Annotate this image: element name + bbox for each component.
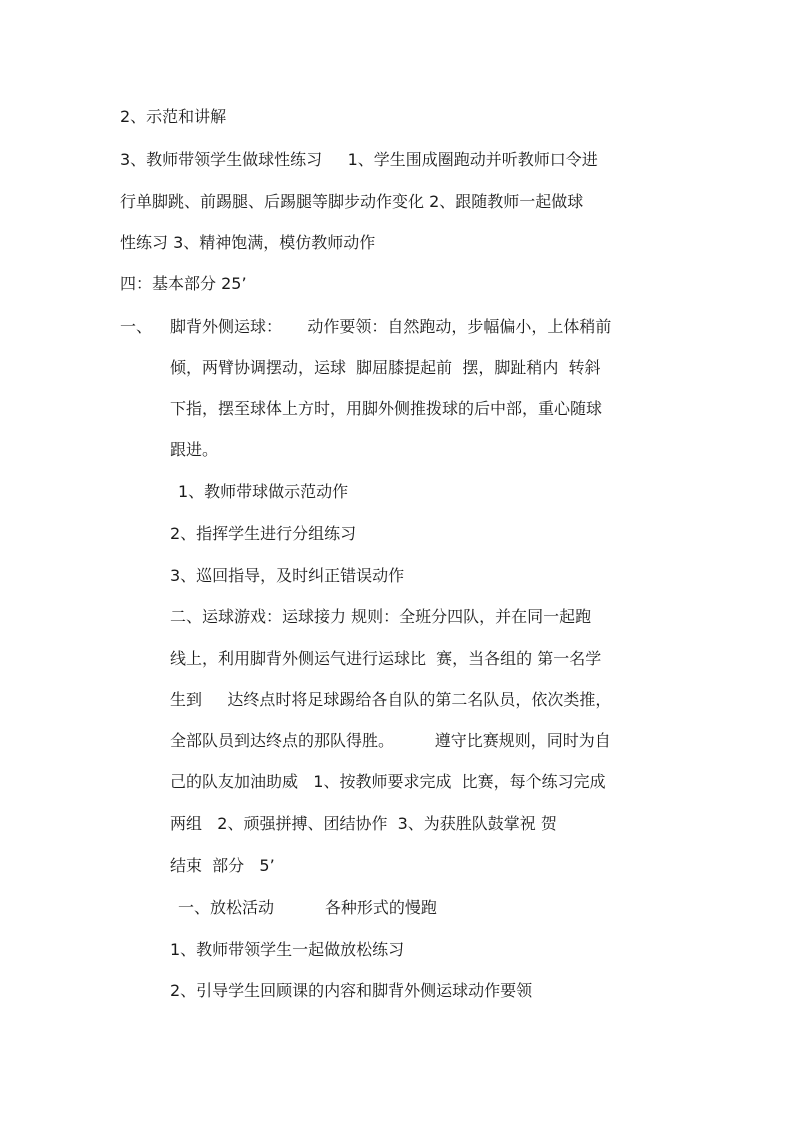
section-heading: 四：基本部分 25’ [120,274,247,293]
text-line: 一、放松活动 各种形式的慢跑 [178,898,437,917]
text-line: 下指，摆至球体上方时，用脚外侧推拨球的后中部，重心随球 [170,399,603,418]
text-line: 2、示范和讲解 [120,107,227,126]
text-line: 跟进。 [170,440,219,459]
list-marker: 一、 [120,317,153,336]
text-line: 二、运球游戏：运球接力 规则：全班分四队，并在同一起跑 [170,607,592,626]
text-line: 1、教师带球做示范动作 [178,482,349,501]
text-line: 3、巡回指导，及时纠正错误动作 [170,566,405,585]
section-heading: 结束 部分 5’ [170,856,275,875]
text-line: 倾，两臂协调摆动，运球 脚屈膝提起前 摆，脚趾稍内 转斜 [170,358,601,377]
text-line: 2、指挥学生进行分组练习 [170,524,357,543]
text-line: 性练习 3、精神饱满，模仿教师动作 [120,233,376,252]
text-line: 2、引导学生回顾课的内容和脚背外侧运球动作要领 [170,981,533,1000]
text-line: 两组 2、顽强拼搏、团结协作 3、为获胜队鼓掌祝 贺 [170,814,557,833]
text-line: 全部队员到达终点的那队得胜。 遵守比赛规则，同时为自 [170,731,611,750]
text-line: 线上，利用脚背外侧运气进行运球比 赛，当各组的 第一名学 [170,649,602,668]
text-line: 行单脚跳、前踢腿、后踢腿等脚步动作变化 2、跟随教师一起做球 [120,192,584,211]
text-line: 己的队友加油助威 1、按教师要求完成 比赛，每个练习完成 [170,772,606,791]
text-line: 3、教师带领学生做球性练习 1、学生围成圈跑动并听教师口令进 [120,150,598,169]
text-line: 脚背外侧运球： 动作要领：自然跑动，步幅偏小，上体稍前 [170,317,612,336]
text-line: 1、教师带领学生一起做放松练习 [170,940,405,959]
text-line: 生到 达终点时将足球踢给各自队的第二名队员，依次类推， [170,690,612,709]
